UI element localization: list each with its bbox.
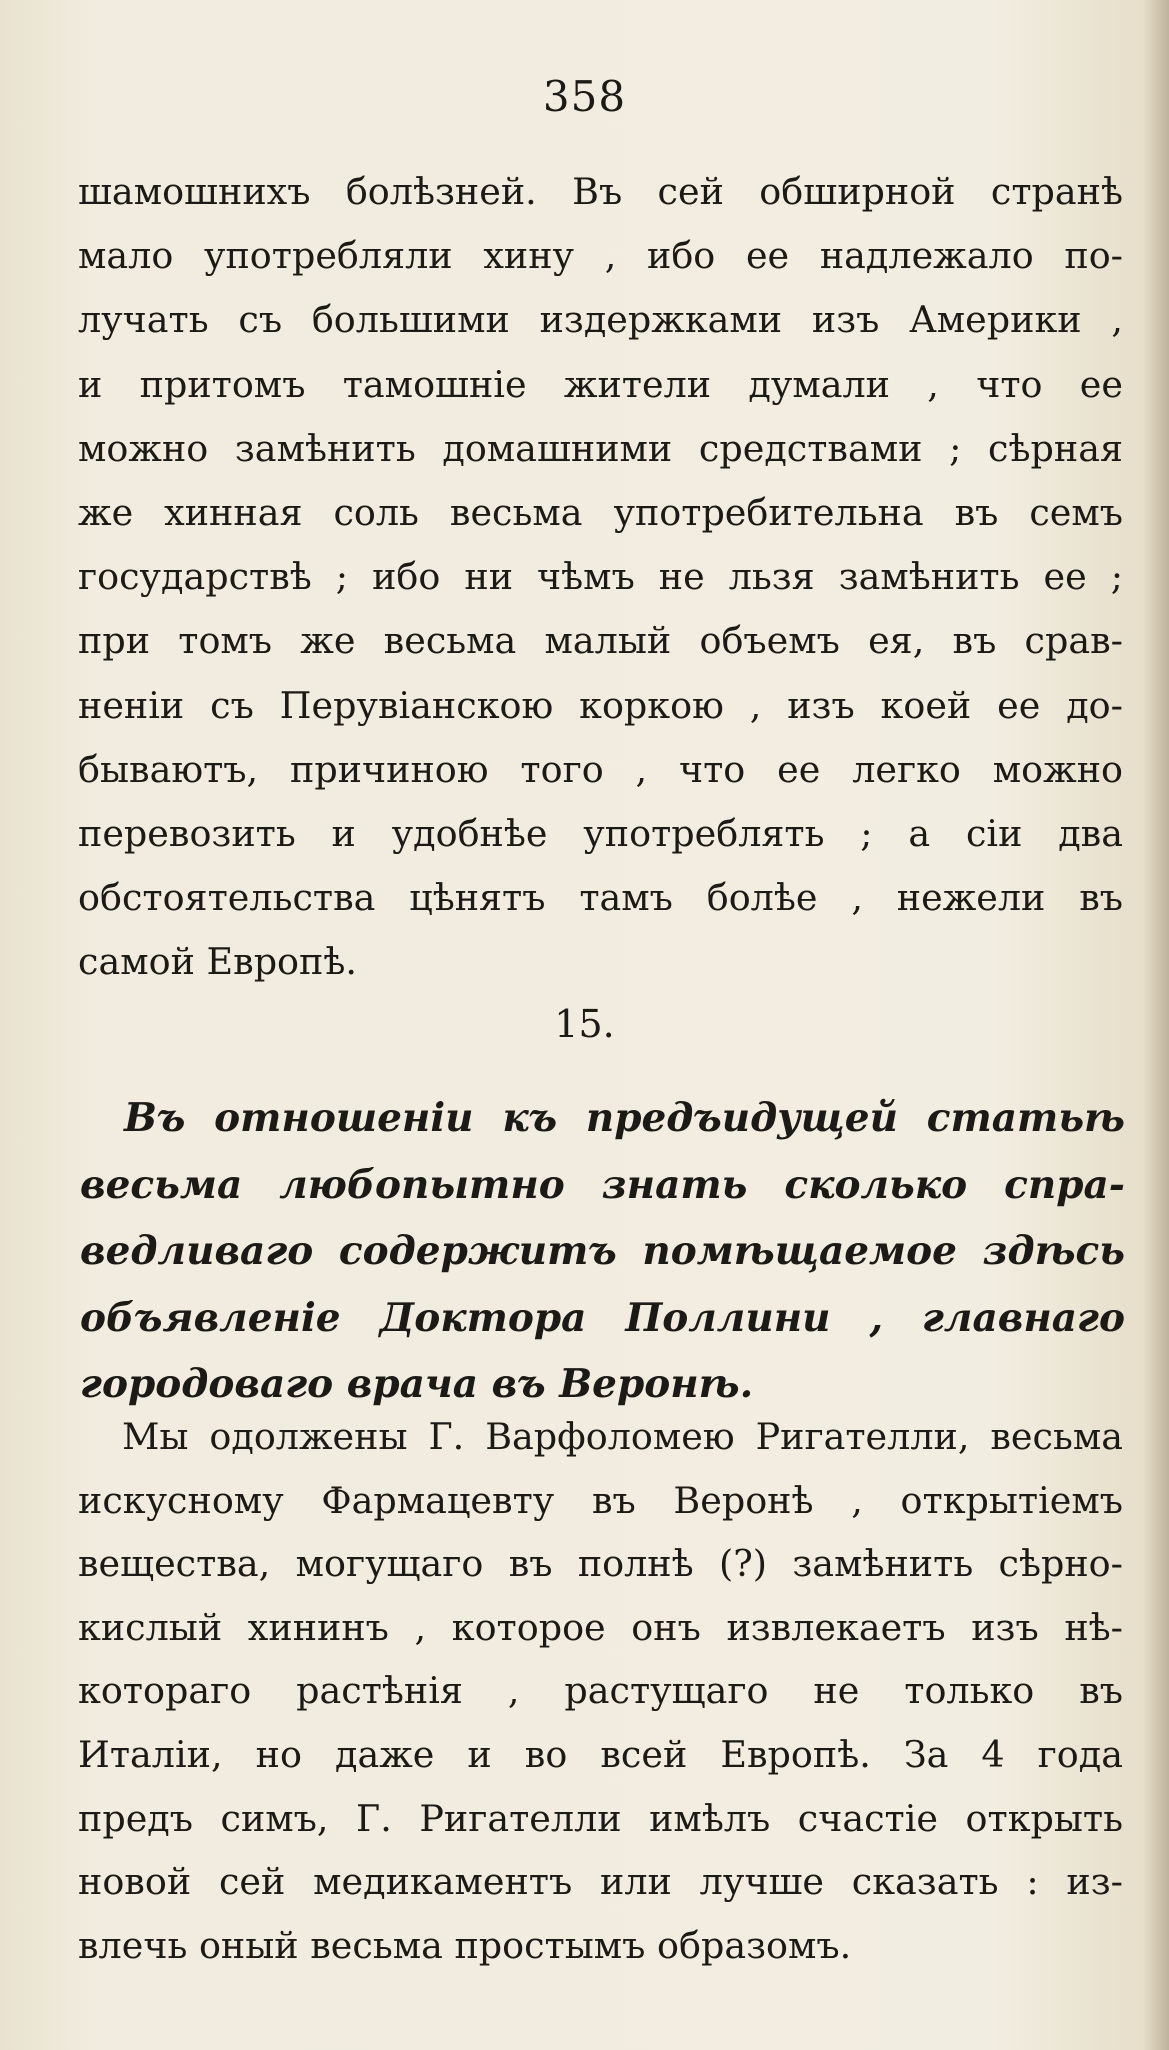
text-line: перевозить и удобнѣе употреблять ; а сіи два — [78, 811, 1123, 855]
text-line: Италіи, но даже и во всей Европѣ. За 4 года — [78, 1732, 1123, 1776]
text-line: и притомъ тамошніе жители думали , что ее — [78, 362, 1123, 406]
text-line: предъ симъ, Г. Ригателли имѣлъ счастіе открыть — [78, 1796, 1123, 1840]
main-paragraph — [78, 1405, 1123, 1977]
text-line: обстоятельства цѣнятъ тамъ болѣе , нежели въ — [78, 876, 1123, 920]
text-line: неніи съ Перувіанскою коркою , изъ коей ее до- — [78, 683, 1123, 727]
text-line: мало употребляли хину , ибо ее надлежало по- — [78, 234, 1123, 278]
text-line: искусному Фармацевту въ Веронѣ , открытіемъ — [78, 1478, 1123, 1522]
text-line: кислый хининъ , которое онъ извлекаетъ изъ нѣ- — [78, 1605, 1123, 1649]
text-line: влечь оный весьма простымъ образомъ. — [78, 1923, 852, 1967]
text-line: же хинная соль весьма употребительна въ семъ — [78, 490, 1123, 534]
section-number: 15. — [554, 1002, 615, 1046]
text-line: при томъ же весьма малый объемъ ея, въ срав- — [78, 619, 1123, 663]
italic-line: городоваго врача въ Веронѣ. — [80, 1361, 754, 1407]
text-line: государствѣ ; ибо ни чѣмъ не льзя замѣнить ее ; — [78, 555, 1123, 599]
text-line: самой Европѣ. — [78, 940, 357, 984]
text-line: шамошнихъ болѣзней. Въ сей обширной странѣ — [78, 170, 1123, 213]
italic-introduction — [80, 1085, 1125, 1418]
text-line: лучать съ большими издержками изъ Америки , — [78, 298, 1123, 342]
text-line: вещества, могущаго въ полнѣ (?) замѣнить сѣрно- — [78, 1542, 1123, 1586]
italic-line: Въ отношеніи къ предъидущей статьѣ — [124, 1095, 1125, 1141]
text-line: котораго растѣнія , растущаго не только въ — [78, 1669, 1123, 1713]
text-line: Мы одолжены Г. Варфоломею Ригателли, весьма — [122, 1415, 1123, 1458]
italic-line: ведливаго содержитъ помѣщаемое здѣсь — [80, 1228, 1125, 1274]
paragraph-continuation — [78, 160, 1123, 994]
page-number: 358 — [542, 72, 627, 121]
text-line: новой сей медикаментъ или лучше сказать : из- — [78, 1860, 1123, 1904]
italic-line: весьма любопытно знать сколько спра- — [80, 1161, 1125, 1208]
text-line: бываютъ, причиною того , что ее легко можно — [78, 747, 1123, 791]
text-line: можно замѣнить домашними средствами ; сѣрная — [78, 426, 1123, 470]
italic-line: объявленіе Доктора Поллини , главнаго — [80, 1294, 1125, 1341]
